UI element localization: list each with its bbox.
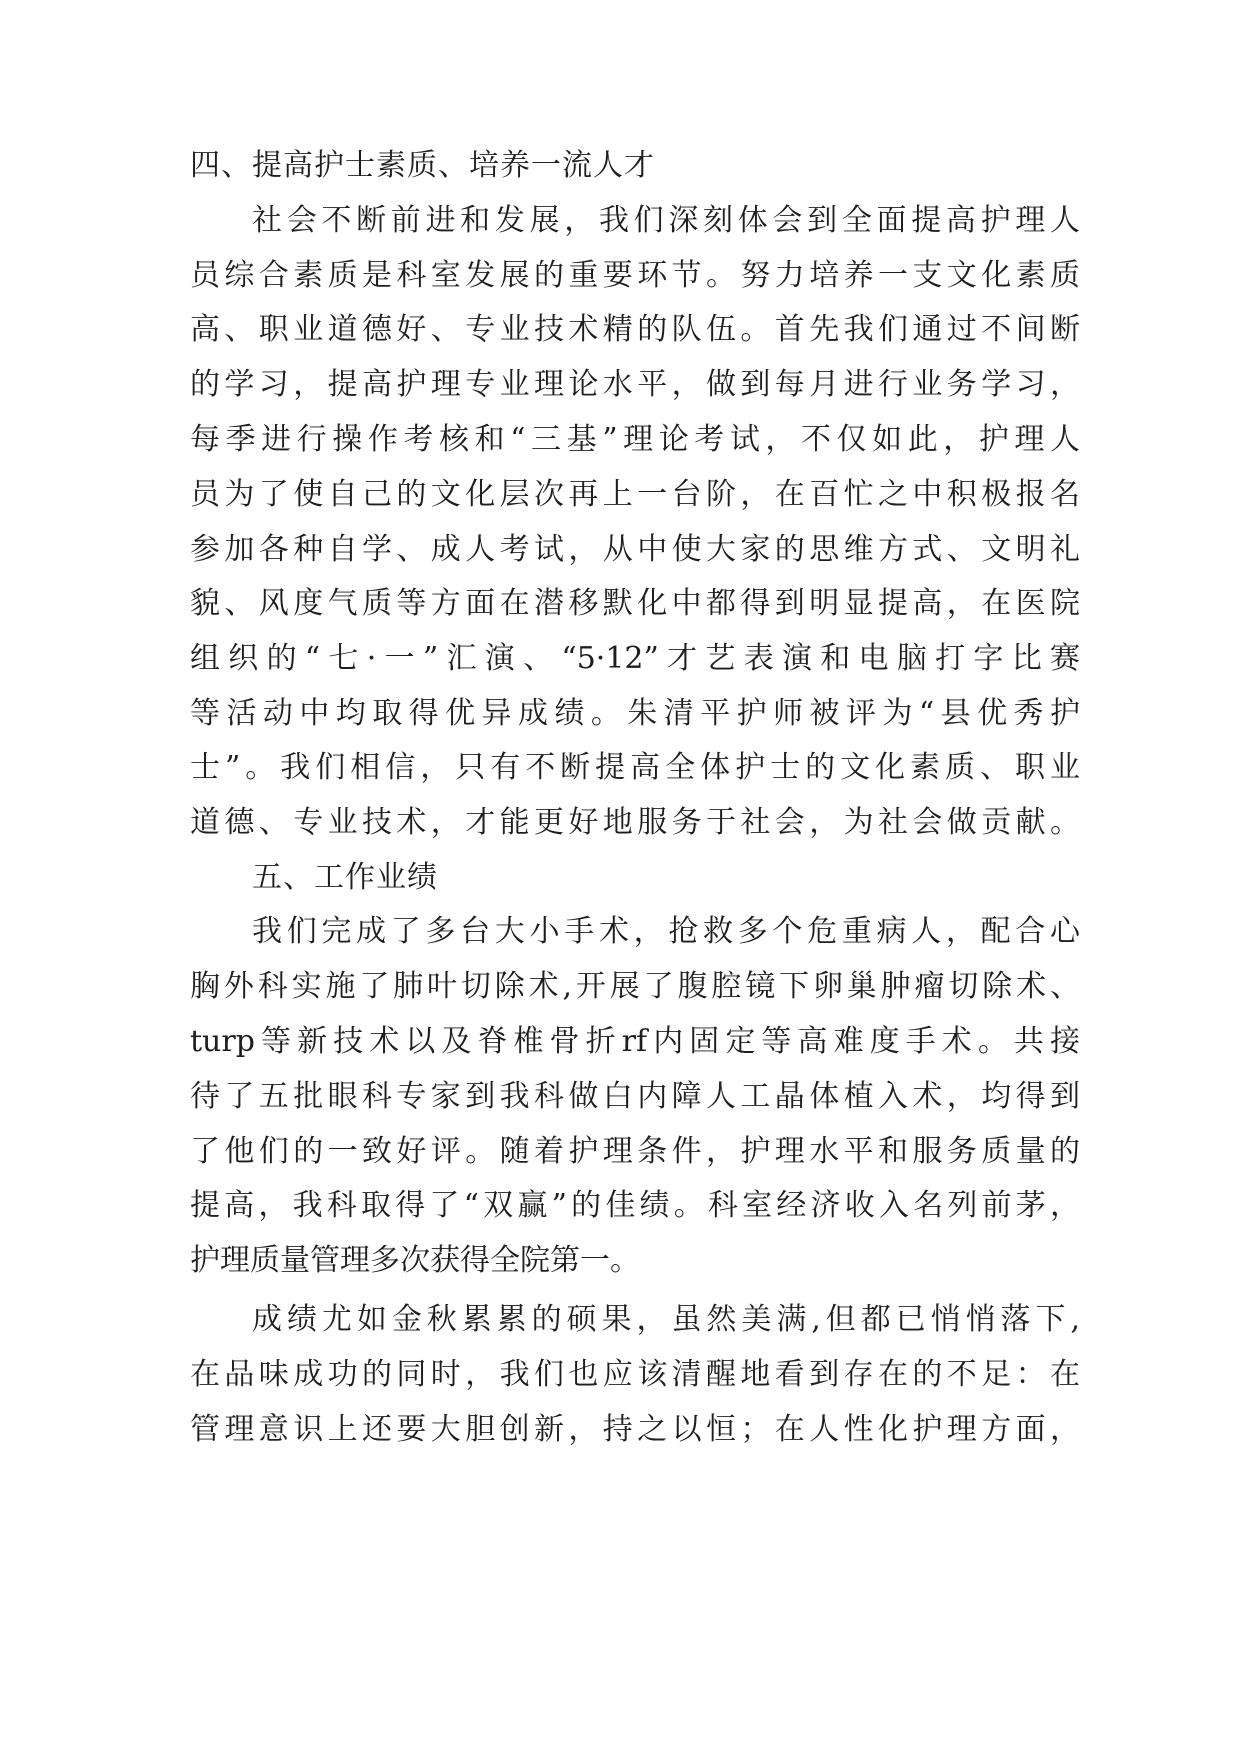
paragraph-line: 胸外科实施了肺叶切除术,开展了腹腔镜下卵巢肿瘤切除术、 bbox=[190, 969, 1080, 1004]
paragraph-line: 每季进行操作考核和“三基”理论考试，不仅如此，护理人 bbox=[190, 422, 1080, 457]
paragraph-line: 高、职业道德好、专业技术精的队伍。首先我们通过不间断 bbox=[190, 312, 1080, 347]
paragraph-line: 貌、风度气质等方面在潜移默化中都得到明显提高，在医院 bbox=[190, 586, 1080, 621]
paragraph-line: turp等新技术以及脊椎骨折rf内固定等高难度手术。共接 bbox=[190, 1024, 1080, 1059]
paragraph-line: 待了五批眼科专家到我科做白内障人工晶体植入术，均得到 bbox=[190, 1079, 1080, 1114]
paragraph-line: 等活动中均取得优异成绩。朱清平护师被评为“县优秀护 bbox=[190, 696, 1080, 731]
paragraph-line: 组织的“七·一”汇演、“5·12”才艺表演和电脑打字比赛 bbox=[190, 641, 1080, 676]
paragraph-line: 管理意识上还要大胆创新，持之以恒；在人性化护理方面， bbox=[190, 1412, 1080, 1447]
paragraph-line: 员综合素质是科室发展的重要环节。努力培养一支文化素质 bbox=[190, 258, 1080, 293]
paragraph-line: 在品味成功的同时，我们也应该清醒地看到存在的不足：在 bbox=[190, 1357, 1080, 1392]
section-heading-5: 五、工作业绩 bbox=[252, 860, 438, 895]
paragraph-line: 我们完成了多台大小手术，抢救多个危重病人，配合心 bbox=[252, 914, 1080, 949]
paragraph-line: 道德、专业技术，才能更好地服务于社会，为社会做贡献。 bbox=[190, 805, 1080, 840]
section-heading-4: 四、提高护士素质、培养一流人才 bbox=[190, 148, 655, 183]
paragraph-line: 的学习，提高护理专业理论水平，做到每月进行业务学习， bbox=[190, 367, 1080, 402]
paragraph-line: 参加各种自学、成人考试，从中使大家的思维方式、文明礼 bbox=[190, 532, 1080, 567]
paragraph-line: 员为了使自己的文化层次再上一台阶，在百忙之中积极报名 bbox=[190, 477, 1080, 512]
paragraph-line: 成绩尤如金秋累累的硕果，虽然美满,但都已悄悄落下, bbox=[252, 1302, 1080, 1337]
paragraph-line: 提高，我科取得了“双赢”的佳绩。科室经济收入名列前茅， bbox=[190, 1188, 1080, 1223]
paragraph-line: 护理质量管理多次获得全院第一。 bbox=[190, 1243, 640, 1278]
paragraph-line: 社会不断前进和发展，我们深刻体会到全面提高护理人 bbox=[252, 203, 1080, 238]
paragraph-line: 士”。我们相信，只有不断提高全体护士的文化素质、职业 bbox=[190, 750, 1080, 785]
paragraph-line: 了他们的一致好评。随着护理条件，护理水平和服务质量的 bbox=[190, 1134, 1080, 1169]
